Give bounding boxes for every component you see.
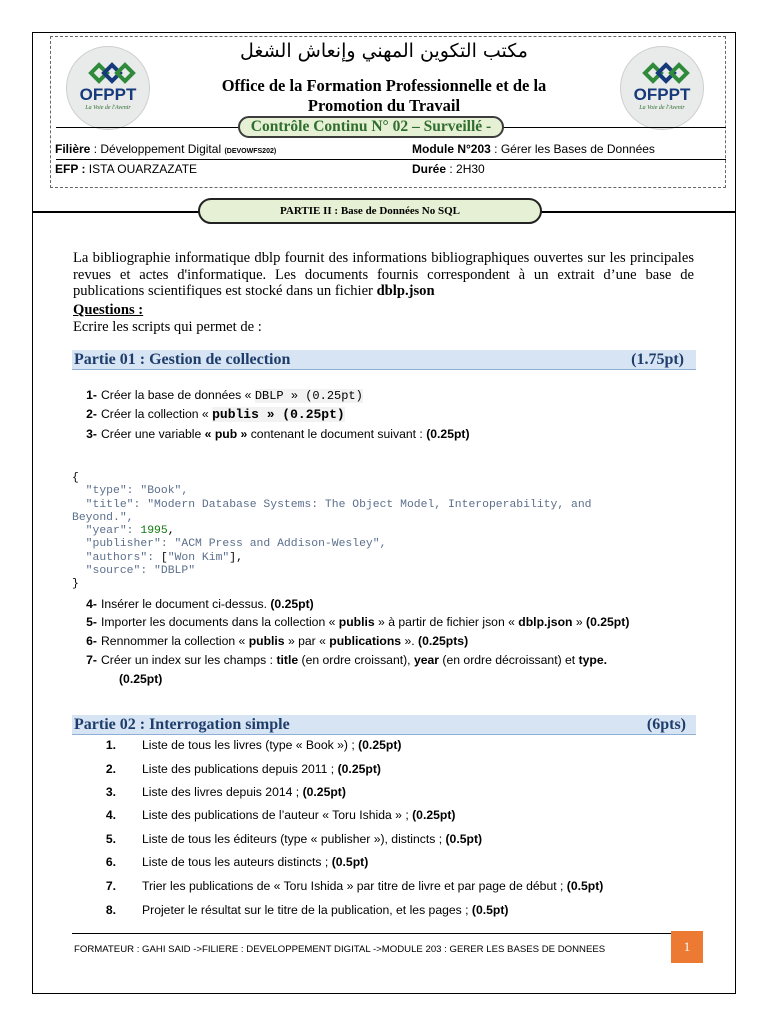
logo-name: OFPPT [633,85,691,104]
list-item: 6- Rennommer la collection « publis » par « publications ». (0.25pts) [86,634,469,648]
logo-tagline: La Voie de l'Avenir [639,105,685,111]
questions-label: Questions : [73,302,144,318]
module-label: Module N°203 [412,142,491,156]
filiere-label: Filière [55,142,91,156]
partie1-points: (1.75pt) [631,351,684,368]
list-item: 1. Liste de tous les livres (type « Book ») ; (0.25pt) [105,738,402,752]
banner-line-right [540,211,736,213]
filiere-code: (DEVOWFS202) [224,148,277,155]
part-banner: PARTIE II : Base de Données No SQL [198,198,542,224]
module-value: Gérer les Bases de Données [500,142,655,156]
list-item: 4. Liste des publications de l’auteur « Toru Ishida » ; (0.25pt) [105,808,456,822]
footer-divider [72,933,672,934]
intro-paragraph [73,250,694,300]
logo-tagline: La Voie de l'Avenir [85,105,131,111]
filiere-value: Développement Digital [100,142,222,156]
list-item: 3- Créer une variable « pub » contenant le document suivant : (0.25pt) [86,427,470,441]
intro-text: La bibliographie informatique dblp fournit des informations bibliographiques ouvertes sur les principales revues et actes d'informatique. Les documents fournis correspondent à un extrait d’une base de publications scientifiques est stocké dans un fichier [73,250,694,299]
list-item: 6. Liste de tous les auteurs distincts ; (0.5pt) [105,855,369,869]
office-line-2: Promotion du Travail [307,96,461,115]
duree-info: Durée : 2H30 [412,162,485,176]
control-label: Contrôle Continu N° 02 – Surveillé - [238,116,504,138]
duree-label: Durée [412,162,447,176]
footer-text: FORMATEUR : GAHI SAID ->FILIERE : DEVELOPPEMENT DIGITAL ->MODULE 203 : GERER LES BASES DE DONNEES [74,944,606,955]
list-item: 2- Créer la collection « publis » (0.25pt) [86,407,345,422]
code-block: { "type": "Book", "title": "Modern Database Systems: The Object Model, Interoperability, and Beyond.", "year": 1995, "publisher": "ACM Press and Addison-Wesley", "authors": ["Won Kim"], "source": "DBLP" } [72,472,592,591]
page-number: 1 [671,931,703,963]
partie2-points: (6pts) [646,716,686,733]
list-item: 5- Importer les documents dans la collection « publis » à partir de fichier json « dblp.json » (0.25pt) [86,615,630,629]
list-item: 4- Insérer le document ci-dessus. (0.25pt) [86,597,314,611]
efp-label: EFP : [55,162,86,176]
duree-value: 2H30 [456,162,485,176]
partie2-header [72,715,696,735]
list-item: 7. Trier les publications de « Toru Ishida » par titre de livre et par page de début ; (0.5pt) [105,879,604,893]
intro-file: dblp.json [376,283,435,299]
list-item: 5. Liste de tous les éditeurs (type « publisher »), distincts ; (0.5pt) [105,832,483,846]
partie1-title: Partie 01 : Gestion de collection [74,351,291,368]
arabic-title: مكتب التكوين المهني وإنعاش الشغل [240,40,528,62]
instruction: Ecrire les scripts qui permet de : [73,319,262,335]
list-item: 3. Liste des livres depuis 2014 ; (0.25pt) [105,785,346,799]
banner-line-left [32,211,200,213]
info-divider [56,159,726,160]
list-item: 1- Créer la base de données « DBLP » (0.25pt) [86,388,363,403]
logo-name: OFPPT [79,85,137,104]
partie1-header [72,350,696,370]
module-info: Module N°203 : Gérer les Bases de Données [412,142,655,156]
efp-info [55,162,197,176]
list-item: 8. Projeter le résultat sur le titre de la publication, et les pages ; (0.5pt) [105,903,509,917]
filiere-info: Filière : Développement Digital (DEVOWFS202) [55,142,277,156]
list-item-continuation: (0.25pt) [119,672,163,686]
efp-value: ISTA OUARZAZATE [88,162,198,176]
office-title [170,76,598,116]
partie2-title: Partie 02 : Interrogation simple [74,716,290,733]
list-item: 2. Liste des publications depuis 2011 ; (0.25pt) [105,762,381,776]
office-line-1: Office de la Formation Professionnelle et de la [221,76,547,95]
list-item: 7- Créer un index sur les champs : title (en ordre croissant), year (en ordre décroissant) et type. [86,653,608,667]
